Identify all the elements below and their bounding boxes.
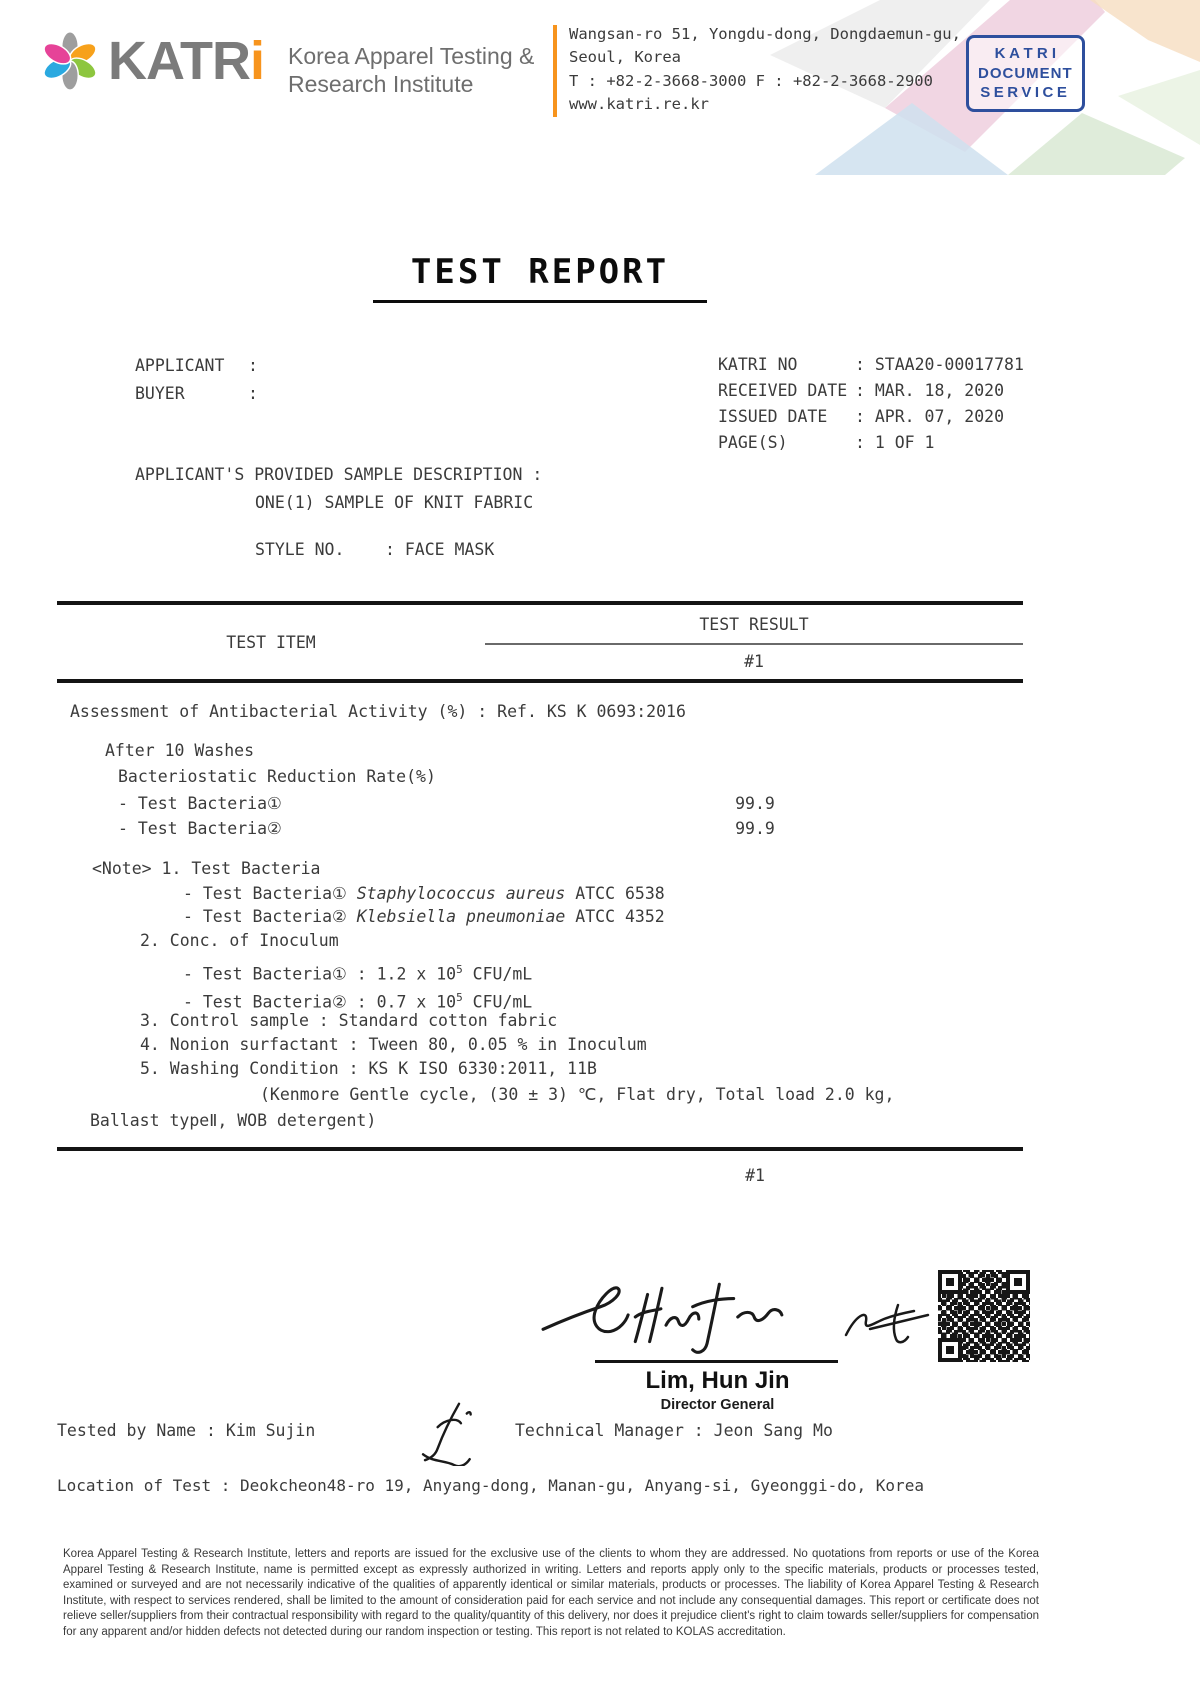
director-title: Director General xyxy=(660,1397,775,1413)
note-item5-continuation2: Ballast typeⅡ, WOB detergent) xyxy=(90,1111,377,1130)
address-line1: Wangsan-ro 51, Yongdu-dong, Dongdaemun-gu, xyxy=(569,25,961,43)
received-date-value: MAR. 18, 2020 xyxy=(874,381,1005,400)
issued-date-colon: : xyxy=(855,407,875,426)
org-name-line1: Korea Apparel Testing & xyxy=(288,43,535,69)
note-item2: 2. Conc. of Inoculum xyxy=(140,931,339,950)
applicant-row xyxy=(135,352,258,380)
katri-no-value: STAA20-00017781 xyxy=(874,355,1024,374)
katri-no-colon: : xyxy=(855,355,875,374)
note-conc1-unit: CFU/mL xyxy=(462,964,533,984)
received-date-colon: : xyxy=(855,381,875,400)
applicant-info xyxy=(135,352,258,408)
result-row-bacteria2: - Test Bacteria② xyxy=(118,819,282,838)
note-bacteria1-prefix: - Test Bacteria① xyxy=(183,884,357,903)
sample-description xyxy=(135,461,542,517)
note-conc2-unit: CFU/mL xyxy=(462,992,533,1012)
issued-date-label: ISSUED DATE xyxy=(718,407,828,426)
test-item-header: TEST ITEM xyxy=(226,632,316,652)
note-conc1 xyxy=(183,963,532,984)
specimen-column-header: #1 xyxy=(744,651,764,671)
note-bacteria1-species: Staphylococcus aureus xyxy=(356,884,566,903)
buyer-label: BUYER xyxy=(135,384,185,403)
address-divider xyxy=(553,25,557,117)
test-location-row: Location of Test : Deokcheon48-ro 19, Anyang-dong, Manan-gu, Anyang-si, Gyeonggi-do, Korea xyxy=(57,1476,924,1495)
note-item4: 4. Nonion surfactant : Tween 80, 0.05 % in Inoculum xyxy=(140,1035,647,1054)
results-table-header xyxy=(57,605,1023,683)
director-name: Lim, Hun Jin xyxy=(645,1367,790,1394)
buyer-row xyxy=(135,380,258,408)
note-conc2 xyxy=(183,991,532,1012)
badge-line1: K A T R I xyxy=(994,45,1057,62)
test-result-header-cell xyxy=(485,605,1023,679)
note-item5-continuation1: (Kenmore Gentle cycle, (30 ± 3) ℃, Flat dry, Total load 2.0 kg, xyxy=(260,1085,895,1104)
technical-manager-row: Technical Manager : Jeon Sang Mo xyxy=(515,1421,833,1440)
report-meta xyxy=(718,352,1024,456)
katri-no-label: KATRI NO xyxy=(718,355,798,374)
qr-finder-top-left xyxy=(938,1270,962,1294)
org-name xyxy=(288,42,534,98)
qr-code xyxy=(935,1267,1033,1365)
issued-date-row xyxy=(718,404,1024,430)
result-row-bacteria1: - Test Bacteria① xyxy=(118,794,282,813)
test-result-header: TEST RESULT xyxy=(485,605,1023,645)
address-line3: T : +82-2-3668-3000 F : +82-2-3668-2900 xyxy=(569,71,933,90)
badge-line3: SERVICE xyxy=(980,84,1071,101)
received-date-row xyxy=(718,378,1024,404)
style-no-value: FACE MASK xyxy=(404,540,495,559)
katri-logo-text xyxy=(108,30,264,92)
qr-finder-top-right xyxy=(1006,1270,1030,1294)
technical-manager-signature xyxy=(413,1398,505,1466)
style-no-row xyxy=(255,540,494,559)
signature-line xyxy=(595,1360,838,1363)
rate-label-line: Bacteriostatic Reduction Rate(%) xyxy=(118,767,436,786)
results-table xyxy=(57,601,1023,1151)
note-conc1-text: - Test Bacteria① : 1.2 x 10 xyxy=(183,964,457,984)
website-url: www.katri.re.kr xyxy=(569,94,709,113)
address-line2: Seoul, Korea xyxy=(569,48,681,67)
director-signature xyxy=(535,1276,795,1358)
tested-by-row: Tested by Name : Kim Sujin xyxy=(57,1421,316,1440)
title-wrap xyxy=(57,252,1023,303)
note-bacteria2-prefix: - Test Bacteria② xyxy=(183,907,357,926)
document-service-badge xyxy=(966,35,1085,112)
buyer-colon: : xyxy=(248,384,258,403)
note-bacteria2-species: Klebsiella pneumoniae xyxy=(356,907,566,926)
issued-date-value: APR. 07, 2020 xyxy=(874,407,1005,426)
result-value-bacteria2: 99.9 xyxy=(735,819,775,838)
qr-finder-bottom-left xyxy=(938,1338,962,1362)
pages-label: PAGE(S) xyxy=(718,433,788,452)
logo-text-orange: i xyxy=(249,31,264,91)
received-date-label: RECEIVED DATE xyxy=(718,381,848,400)
katri-no-row xyxy=(718,352,1024,378)
footer-disclaimer: Korea Apparel Testing & Research Institute, letters and reports are issued for the exclusive use of the clients to whom they are addressed. No quotations from reports or use of the Korea Apparel Testing & Research Institute, name is permitted except as expressly authorized in writing. Letters and reports apply only to the specific materials, products or processes tested, examined or surveyed and are not necessarily indicative of the qualities of apparently identical or similar materials, products or processes. The liability of Korea Apparel Testing & Research Institute, with respect to services rendered, shall be limited to the amount of consideration paid for each service and not include any consequential damages. This report or certificate does not relieve seller/suppliers from their contractual responsibility with regard to the quality/quantity of this delivery, nor does it prejudice client's right to claim towards seller/suppliers for compensation for any apparent and/or hidden defects not detected during our random inspection or testing. This report is not related to KOLAS accreditation. xyxy=(63,1548,1039,1638)
note-heading: <Note> 1. Test Bacteria xyxy=(92,859,321,878)
qr-code-modules xyxy=(938,1270,1030,1362)
pages-value: 1 OF 1 xyxy=(874,433,935,452)
after-washes-line: After 10 Washes xyxy=(105,741,255,760)
results-table-body xyxy=(57,683,1023,1151)
org-name-line2: Research Institute xyxy=(288,71,474,98)
specimen-reference: #1 xyxy=(745,1166,765,1185)
note-item5: 5. Washing Condition : KS K ISO 6330:2011, 11B xyxy=(140,1059,597,1078)
address-block xyxy=(569,23,961,116)
letterhead xyxy=(0,0,1200,178)
assessment-line: Assessment of Antibacterial Activity (%) : Ref. KS K 0693:2016 xyxy=(70,702,686,721)
note-conc2-text: - Test Bacteria② : 0.7 x 10 xyxy=(183,992,457,1012)
result-value-bacteria1: 99.9 xyxy=(735,794,775,813)
style-no-label: STYLE NO. xyxy=(255,540,345,559)
note-item3: 3. Control sample : Standard cotton fabric xyxy=(140,1011,558,1030)
katri-logo-icon xyxy=(36,26,104,94)
style-no-colon: : xyxy=(385,540,405,559)
page-title: TEST REPORT xyxy=(373,252,707,303)
note-bacteria1-strain: ATCC 6538 xyxy=(565,884,665,903)
applicant-label: APPLICANT xyxy=(135,356,225,375)
badge-line2: DOCUMENT xyxy=(978,64,1073,82)
applicant-colon: : xyxy=(248,356,258,375)
note-bacteria2 xyxy=(183,907,665,926)
approval-stamp-signature xyxy=(840,1295,940,1353)
sample-description-value: ONE(1) SAMPLE OF KNIT FABRIC xyxy=(255,493,534,512)
note-bacteria2-strain: ATCC 4352 xyxy=(565,907,665,926)
pages-colon: : xyxy=(855,433,875,452)
pages-row xyxy=(718,430,1024,456)
note-conc1-exponent: 5 xyxy=(456,963,463,976)
note-bacteria1 xyxy=(183,884,665,903)
note-conc2-exponent: 5 xyxy=(456,991,463,1004)
sample-description-label: APPLICANT'S PROVIDED SAMPLE DESCRIPTION : xyxy=(135,465,543,484)
logo-text-gray: KATR xyxy=(108,31,250,91)
